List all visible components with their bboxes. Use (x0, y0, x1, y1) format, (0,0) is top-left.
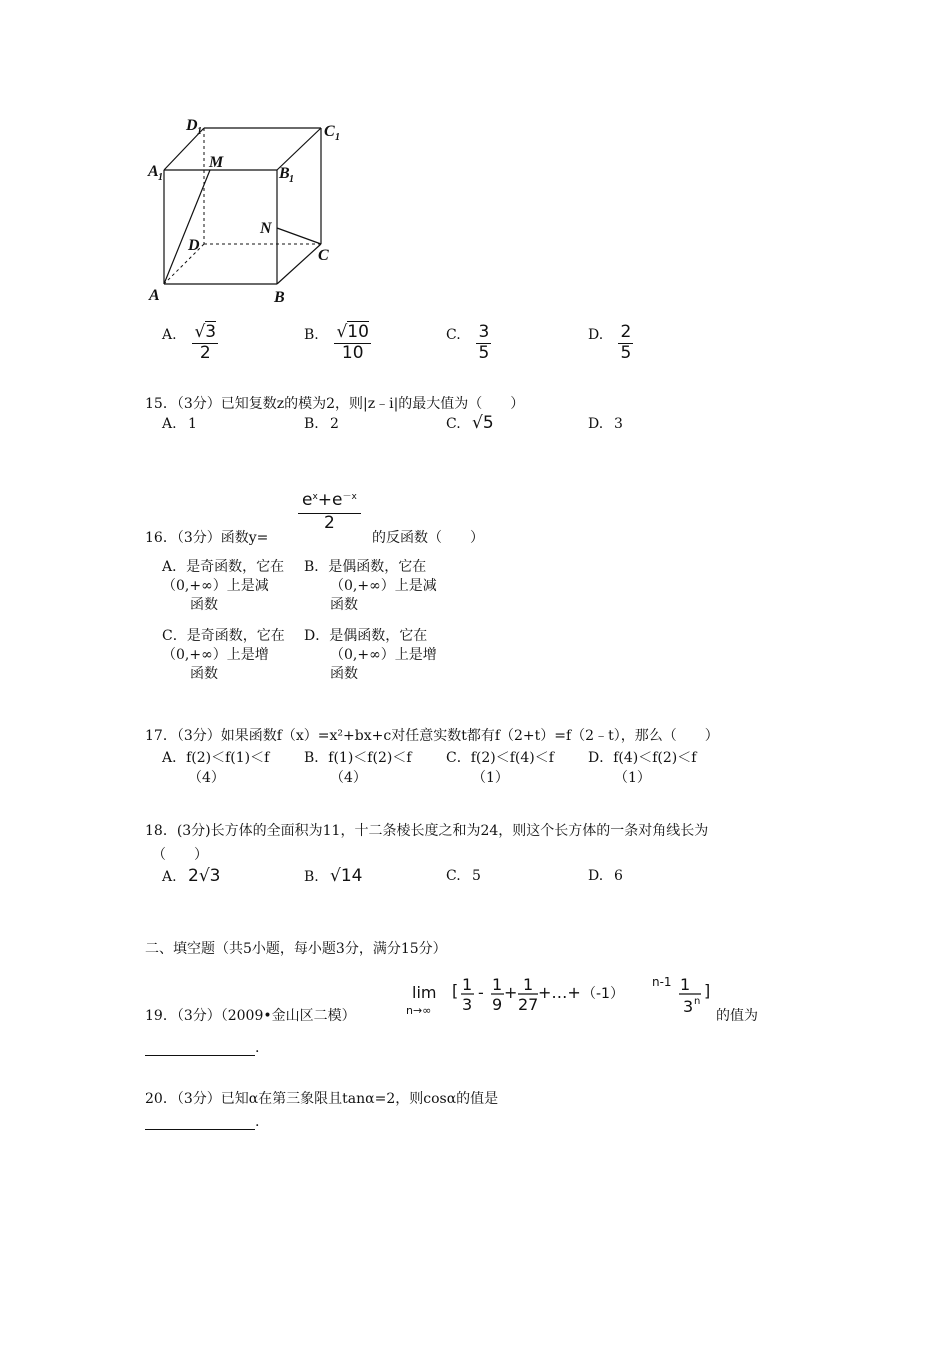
q15-option-d: D. 3 (588, 416, 623, 432)
q19-stem-prefix: 19．（3分）（2009•金山区二模） (145, 1008, 356, 1024)
label-A: A (149, 287, 160, 304)
label-C1-sub: 1 (335, 132, 340, 143)
q15-option-b: B. 2 (304, 416, 339, 432)
answer-blank[interactable] (145, 1041, 255, 1056)
q16-stem-suffix: 的反函数（ ） (372, 530, 484, 546)
q17-option-c: C．f(2)＜f(4)＜f （1） (446, 750, 554, 786)
q16-fraction: $\frac{e^x+e^{-x}}{2}$ (298, 492, 361, 533)
q15-option-c: C. √5 (446, 413, 494, 433)
q14-option-a: A. $\frac{√3}{2}$ (162, 322, 217, 363)
lim-text: lim (412, 983, 437, 1002)
frac3-den: 27 (518, 995, 539, 1014)
q16-option-c: C．是奇函数，它在 （0,+∞）上是增 函数 (162, 628, 285, 682)
q14-option-d: D. $\frac{2}{5}$ (588, 322, 632, 363)
q20-stem: 20．（3分）已知α在第三象限且tanα=2，则cosα的值是 (145, 1091, 499, 1107)
q17-option-b: B．f(1)＜f(2)＜f （4） (304, 750, 412, 786)
q18-option-b: B. √14 (304, 866, 363, 886)
cube-figure (140, 110, 370, 310)
q16-option-a: A．是奇函数，它在 （0,+∞）上是减 函数 (162, 559, 285, 613)
label-M: M (209, 154, 224, 171)
q18-option-a: A. 2√3 (162, 866, 221, 886)
q14-option-c: C. $\frac{3}{5}$ (446, 322, 490, 363)
q17-option-a: A．f(2)＜f(1)＜f （4） (162, 750, 270, 786)
q19-stem-suffix: 的值为 (716, 1008, 758, 1024)
label-A1: A (148, 163, 159, 180)
edge-B1C1 (277, 128, 321, 170)
q15-stem: 15．（3分）已知复数z的模为2，则|z﹣i|的最大值为（ ） (145, 396, 525, 412)
frac4-den-exp: n (694, 996, 701, 1007)
q16-option-d: D．是偶函数，它在 （0,+∞）上是增 函数 (304, 628, 437, 682)
label-C: C (318, 247, 329, 264)
label-D1-sub: 1 (197, 126, 202, 137)
q18-option-c: C. 5 (446, 868, 481, 884)
answer-blank[interactable] (145, 1115, 255, 1130)
bracket-open: [ (452, 981, 459, 1000)
minus-sign: - (478, 983, 484, 1002)
frac4-den: 3 (683, 997, 694, 1016)
label-B1-sub: 1 (289, 174, 294, 185)
q20-answer-line: . (145, 1114, 259, 1130)
plus-sign: + (504, 983, 518, 1002)
q18-stem-line1: 18．(3分)长方体的全面积为11，十二条棱长度之和为24，则这个长方体的一条对角线长为 (145, 823, 709, 839)
label-D1: D (186, 117, 198, 134)
section-heading: 二、填空题（共5小题，每小题3分，满分15分） (145, 941, 447, 957)
frac2-num: 1 (492, 975, 503, 994)
label-N: N (260, 220, 272, 237)
frac3-num: 1 (523, 975, 534, 994)
q17-option-d: D．f(4)＜f(2)＜f （1） (588, 750, 697, 786)
q19-limit-expression (406, 970, 716, 1020)
edge-BC (277, 244, 321, 284)
ellipsis-plus: +…+ (538, 983, 581, 1002)
q19-answer-line: . (145, 1040, 259, 1056)
q18-stem-line2: （ ） (152, 847, 208, 863)
label-D: D (188, 237, 200, 254)
neg-one: （-1） (582, 986, 624, 1002)
lim-subscript: n→∞ (406, 1004, 432, 1017)
q16-stem-prefix: 16．（3分）函数y= (145, 530, 269, 546)
frac2-den: 9 (492, 995, 503, 1014)
segment-NC (277, 228, 321, 244)
frac1-num: 1 (462, 975, 473, 994)
q14-option-b: B. $\frac{√10}{10}$ (304, 322, 369, 363)
q18-option-d: D. 6 (588, 868, 623, 884)
label-B1: B (279, 165, 290, 182)
label-C1: C (324, 123, 335, 140)
segment-AM (164, 170, 210, 284)
cube-diagram (140, 110, 370, 310)
label-B: B (274, 289, 285, 306)
q17-stem: 17．（3分）如果函数f（x）=x²+bx+c对任意实数t都有f（2+t）=f（2﹣t），那么（ ） (145, 728, 719, 744)
bracket-close: ] (704, 981, 711, 1000)
label-A1-sub: 1 (158, 172, 163, 183)
exponent: n-1 (652, 975, 672, 989)
frac4-num: 1 (680, 975, 691, 994)
frac1-den: 3 (462, 995, 473, 1014)
limit-formula (406, 970, 716, 1020)
q16-option-b: B．是偶函数，它在 （0,+∞）上是减 函数 (304, 559, 437, 613)
q15-option-a: A. 1 (162, 416, 197, 432)
